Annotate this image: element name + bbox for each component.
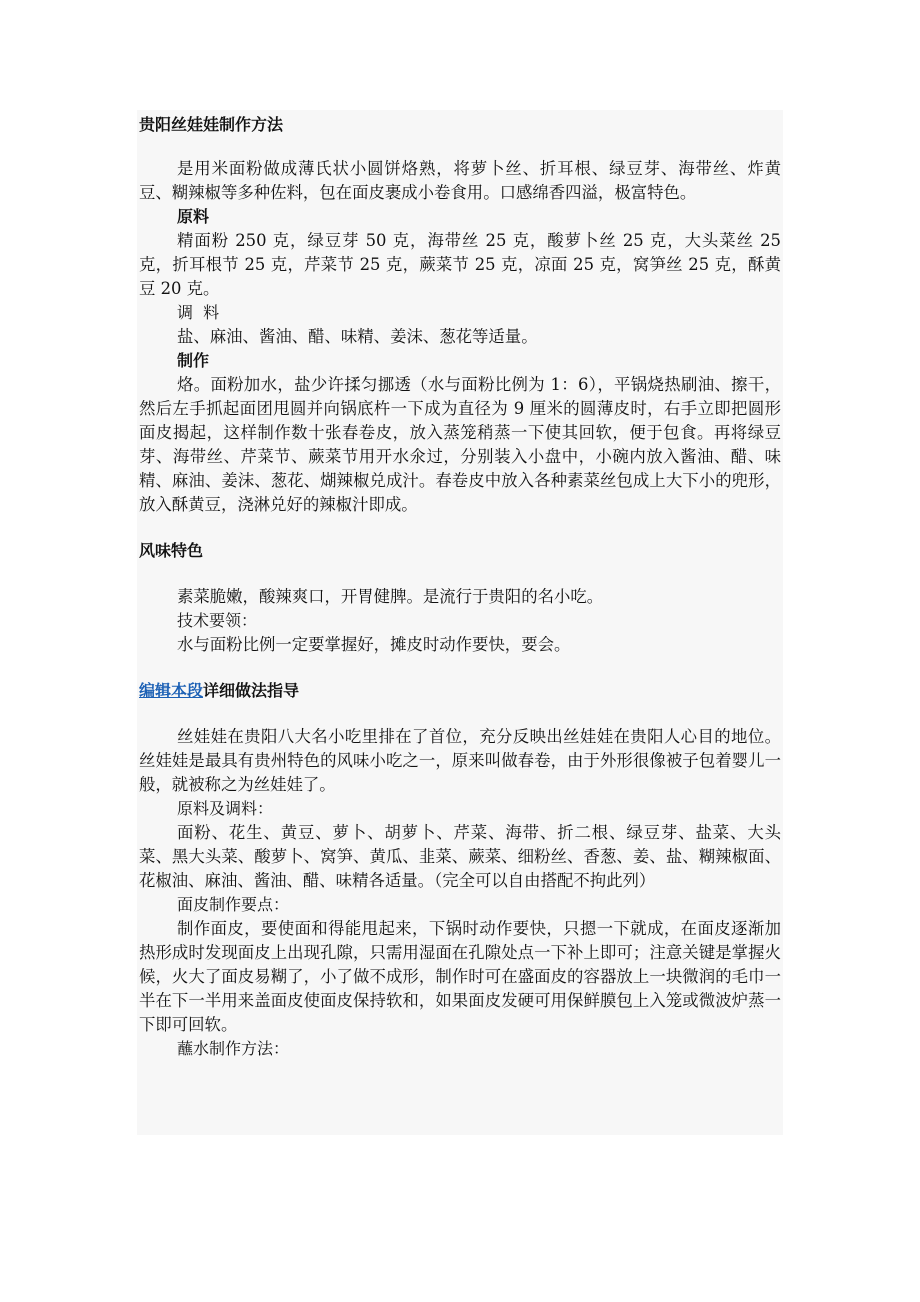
guide-heading: 详细做法指导 bbox=[203, 681, 300, 700]
method-paragraph: 烙。面粉加水，盐少许揉匀挪透（水与面粉比例为 1：6），平锅烧热刷油、擦干，然后左手抓起面团甩圆并向锅底杵一下成为直径为 9 厘米的圆薄皮时，右手立即把圆形面皮揭起，这样制作数十张春卷皮，放入蒸笼稍蒸一下使其回软，便于包食。再将绿豆芽、海带丝、芹菜节、蕨菜节用开水氽过，分别装入小盘中，小碗内放入酱油、醋、味精、麻油、姜沫、葱花、煳辣椒兑成汁。春卷皮中放入各种素菜丝包成上大下小的兜形，放入酥黄豆，浇淋兑好的辣椒汁即成。 bbox=[139, 375, 781, 514]
guide-intro-paragraph: 丝娃娃在贵阳八大名小吃里排在了首位，充分反映出丝娃娃在贵阳人心目的地位。丝娃娃是最具有贵州特色的风味小吃之一，原来叫做春卷，由于外形很像被子包着婴儿一般，就被称之为丝娃娃了。 bbox=[139, 727, 781, 794]
intro-paragraph: 是用米面粉做成薄氏状小圆饼烙熟，将萝卜丝、折耳根、绿豆芽、海带丝、炸黄豆、糊辣椒等多种佐料，包在面皮裹成小卷食用。口感绵香四溢，极富特色。 bbox=[139, 159, 781, 202]
ingredients-heading: 原料 bbox=[177, 207, 210, 226]
document-body bbox=[139, 110, 781, 1061]
wrapper-heading: 面皮制作要点： bbox=[177, 895, 290, 914]
tips-heading: 技术要领： bbox=[177, 611, 258, 630]
wrapper-paragraph: 制作面皮，要使面和得能甩起来，下锅时动作要快，只摁一下就成，在面皮逐渐加热形成时发现面皮上出现孔隙，只需用湿面在孔隙处点一下补上即可；注意关键是掌握火候，火大了面皮易糊了，小了做不成形，制作时可在盛面皮的容器放上一块微润的毛巾一半在下一半用来盖面皮使面皮保持软和，如果面皮发硬可用保鲜膜包上入笼或微波炉蒸一下即可回软。 bbox=[139, 919, 781, 1034]
tips-paragraph: 水与面粉比例一定要掌握好，摊皮时动作要快，要会。 bbox=[177, 635, 571, 654]
guide-ingredients-heading: 原料及调料： bbox=[177, 799, 274, 818]
seasoning-paragraph: 盐、麻油、酱油、醋、味精、姜沫、葱花等适量。 bbox=[177, 327, 538, 346]
flavor-heading: 风味特色 bbox=[139, 541, 204, 560]
guide-ingredients-paragraph: 面粉、花生、黄豆、萝卜、胡萝卜、芹菜、海带、折二根、绿豆芽、盐菜、大头菜、黑大头菜、酸萝卜、窝笋、黄瓜、韭菜、蕨菜、细粉丝、香葱、姜、盐、糊辣椒面、花椒油、麻油、酱油、醋、味精各适量。（完全可以自由搭配不拘此列） bbox=[139, 823, 781, 890]
guide-heading-line bbox=[139, 679, 781, 703]
dip-heading: 蘸水制作方法： bbox=[177, 1039, 290, 1058]
seasoning-heading: 调 料 bbox=[177, 303, 220, 322]
method-heading: 制作 bbox=[177, 351, 210, 370]
page-title: 贵阳丝娃娃制作方法 bbox=[139, 115, 284, 134]
edit-section-link[interactable]: 编辑本段 bbox=[139, 681, 204, 700]
ingredients-paragraph: 精面粉 250 克，绿豆芽 50 克，海带丝 25 克，酸萝卜丝 25 克，大头菜丝 25 克，折耳根节 25 克，芹菜节 25 克，蕨菜节 25 克，凉面 25 克，窝笋丝 25 克，酥黄豆 20 克。 bbox=[139, 231, 781, 298]
flavor-paragraph: 素菜脆嫩，酸辣爽口，开胃健脾。是流行于贵阳的名小吃。 bbox=[177, 587, 604, 606]
